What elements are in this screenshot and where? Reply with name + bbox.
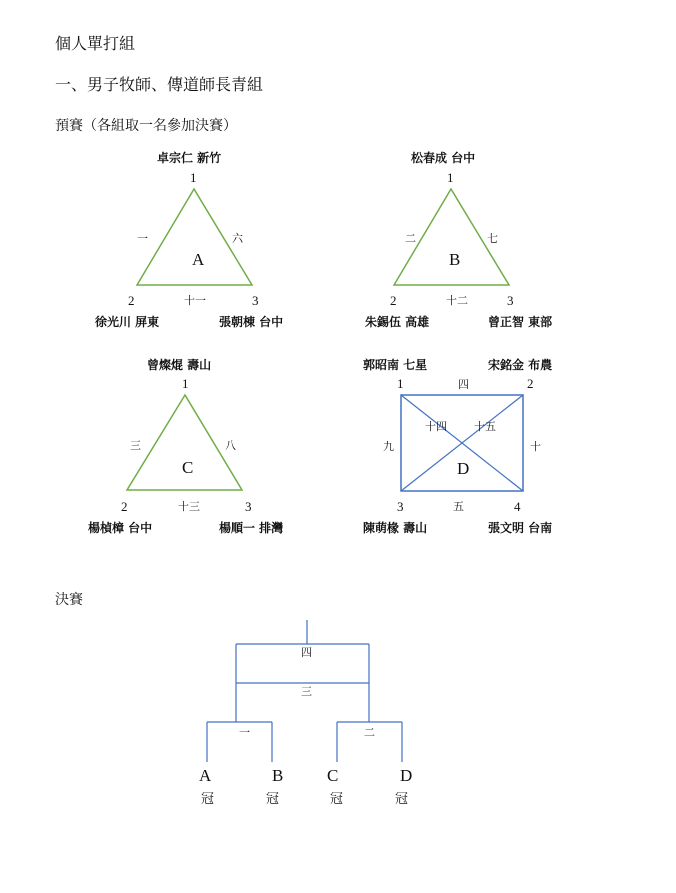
group-a-match-right: 六 bbox=[232, 232, 243, 245]
group-d-player-4: 張文明 台南 bbox=[488, 521, 553, 535]
group-d-seed-4: 4 bbox=[514, 499, 521, 514]
group-b-seed-2: 2 bbox=[390, 293, 397, 308]
group-a-player-1: 卓宗仁 新竹 bbox=[157, 151, 222, 165]
group-c-letter: C bbox=[182, 458, 194, 477]
final-round-4: 四 bbox=[301, 646, 312, 659]
group-c-player-2: 楊楨樟 台中 bbox=[88, 521, 153, 535]
final-slot-c: C bbox=[327, 766, 339, 785]
group-d-match-left: 九 bbox=[383, 440, 394, 453]
group-c-seed-2: 2 bbox=[121, 499, 128, 514]
group-a-match-bottom: 十一 bbox=[184, 294, 206, 307]
group-b-player-3: 曾正智 東部 bbox=[488, 315, 553, 329]
group-b-match-bottom: 十二 bbox=[446, 294, 468, 307]
final-slot-d-note: 冠 bbox=[395, 792, 409, 807]
group-a-player-2: 徐光川 屏東 bbox=[95, 315, 160, 329]
final-slot-a-note: 冠 bbox=[201, 792, 215, 807]
group-d-seed-2: 2 bbox=[527, 376, 534, 391]
final-round-3: 三 bbox=[301, 685, 312, 698]
group-a-letter: A bbox=[192, 250, 205, 269]
final-label: 決賽 bbox=[55, 592, 83, 608]
group-b-seed-3: 3 bbox=[507, 293, 514, 308]
group-b-letter: B bbox=[449, 250, 461, 269]
group-d-seed-1: 1 bbox=[397, 376, 404, 391]
final-slot-b-note: 冠 bbox=[266, 792, 280, 807]
group-b-match-left: 二 bbox=[405, 232, 416, 245]
group-c-match-bottom: 十三 bbox=[178, 500, 200, 513]
group-d-seed-3: 3 bbox=[397, 499, 404, 514]
group-d-player-1: 郭昭南 七星 bbox=[363, 358, 428, 372]
group-a-player-3: 張朝棟 台中 bbox=[219, 315, 284, 329]
group-c-player-3: 楊順一 排灣 bbox=[219, 521, 284, 535]
group-c-seed-3: 3 bbox=[245, 499, 252, 514]
group-a-seed-3: 3 bbox=[252, 293, 259, 308]
group-d-letter: D bbox=[457, 459, 470, 478]
group-d-match-top: 四 bbox=[458, 378, 469, 391]
final-slot-a: A bbox=[199, 766, 212, 785]
group-c-match-right: 八 bbox=[225, 439, 236, 452]
group-a-match-left: 一 bbox=[137, 232, 148, 245]
group-d-player-3: 陳萌椽 壽山 bbox=[363, 521, 428, 535]
group-b-seed-1: 1 bbox=[447, 170, 454, 185]
group-d-match-bottom: 五 bbox=[453, 500, 464, 513]
final-slot-c-note: 冠 bbox=[330, 792, 344, 807]
prelim-label: 預賽（各組取一名參加決賽） bbox=[55, 118, 237, 134]
division-title: 一、男子牧師、傳道師長青組 bbox=[55, 75, 264, 94]
group-d-match-diag-1: 十四 bbox=[425, 420, 447, 433]
group-c-player-1: 曾燦焜 壽山 bbox=[147, 358, 212, 372]
group-c-match-left: 三 bbox=[130, 439, 141, 452]
group-b-player-2: 朱錫伍 高雄 bbox=[365, 315, 430, 329]
group-a-seed-1: 1 bbox=[190, 170, 197, 185]
group-d-match-diag-2: 十五 bbox=[474, 420, 496, 433]
final-slot-b: B bbox=[272, 766, 284, 785]
group-d-match-right: 十 bbox=[530, 440, 541, 453]
group-b-player-1: 松春成 台中 bbox=[411, 151, 476, 165]
group-d-player-2: 宋銘金 布農 bbox=[488, 358, 553, 372]
final-slot-d: D bbox=[400, 766, 413, 785]
group-b-match-right: 七 bbox=[487, 232, 498, 245]
final-round-1: 一 bbox=[239, 726, 250, 739]
group-c-seed-1: 1 bbox=[182, 376, 189, 391]
page-title: 個人單打組 bbox=[55, 34, 136, 53]
final-round-2: 二 bbox=[364, 726, 375, 739]
group-a-seed-2: 2 bbox=[128, 293, 135, 308]
